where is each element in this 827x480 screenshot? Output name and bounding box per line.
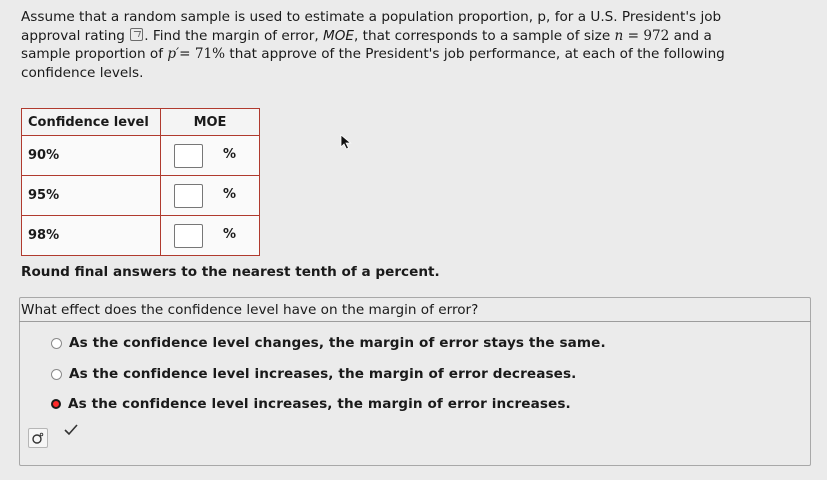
moe-header: MOE: [161, 109, 260, 136]
table-row: [22, 136, 260, 176]
problem-text: [21, 8, 811, 82]
option-label: As the confidence level increases, the margin of error increases.: [68, 396, 571, 412]
radio-button-selected[interactable]: [51, 399, 61, 409]
retry-attempt-icon[interactable]: [28, 428, 48, 448]
mouse-cursor-icon: [340, 134, 352, 150]
option-increases[interactable]: [51, 394, 571, 414]
percent-unit: %: [223, 227, 237, 242]
moe-input-95[interactable]: [174, 184, 203, 208]
table-header-row: [22, 109, 260, 136]
option-decreases[interactable]: [51, 364, 576, 384]
problem-line-4: confidence levels.: [21, 64, 144, 81]
confidence-level-header: Confidence level: [22, 109, 161, 136]
rounding-instruction: Round final answers to the nearest tenth of a percent.: [21, 264, 440, 280]
option-stays-same[interactable]: [51, 333, 606, 353]
info-icon[interactable]: [130, 28, 143, 41]
radio-button[interactable]: [51, 369, 62, 380]
option-label: As the confidence level changes, the margin of error stays the same.: [69, 335, 606, 351]
confidence-level-90: 90%: [22, 136, 161, 176]
problem-line-1: Assume that a random sample is used to estimate a population proportion, p, for a U.S. President's job: [21, 9, 722, 25]
percent-unit: %: [223, 187, 237, 202]
problem-line-2: approval rating . Find the margin of error, MOE, that corresponds to a sample of size n = 972 and a: [21, 27, 712, 44]
confidence-level-98: 98%: [22, 216, 161, 256]
moe-table: [21, 108, 260, 256]
moe-input-90[interactable]: [174, 144, 203, 168]
question-text: What effect does the confidence level have on the margin of error?: [21, 302, 479, 318]
option-label: As the confidence level increases, the margin of error decreases.: [69, 366, 577, 382]
checkmark-icon: [63, 423, 79, 437]
percent-unit: %: [223, 147, 237, 162]
table-row: [22, 176, 260, 216]
confidence-level-95: 95%: [22, 176, 161, 216]
table-row: [22, 216, 260, 256]
moe-input-98[interactable]: [174, 224, 203, 248]
problem-line-3: sample proportion of p′= 71% that approve of the President's job performance, at each of the following: [21, 46, 725, 63]
radio-button[interactable]: [51, 338, 62, 349]
question-divider: [19, 321, 811, 322]
retry-glyph-icon: [31, 431, 45, 445]
